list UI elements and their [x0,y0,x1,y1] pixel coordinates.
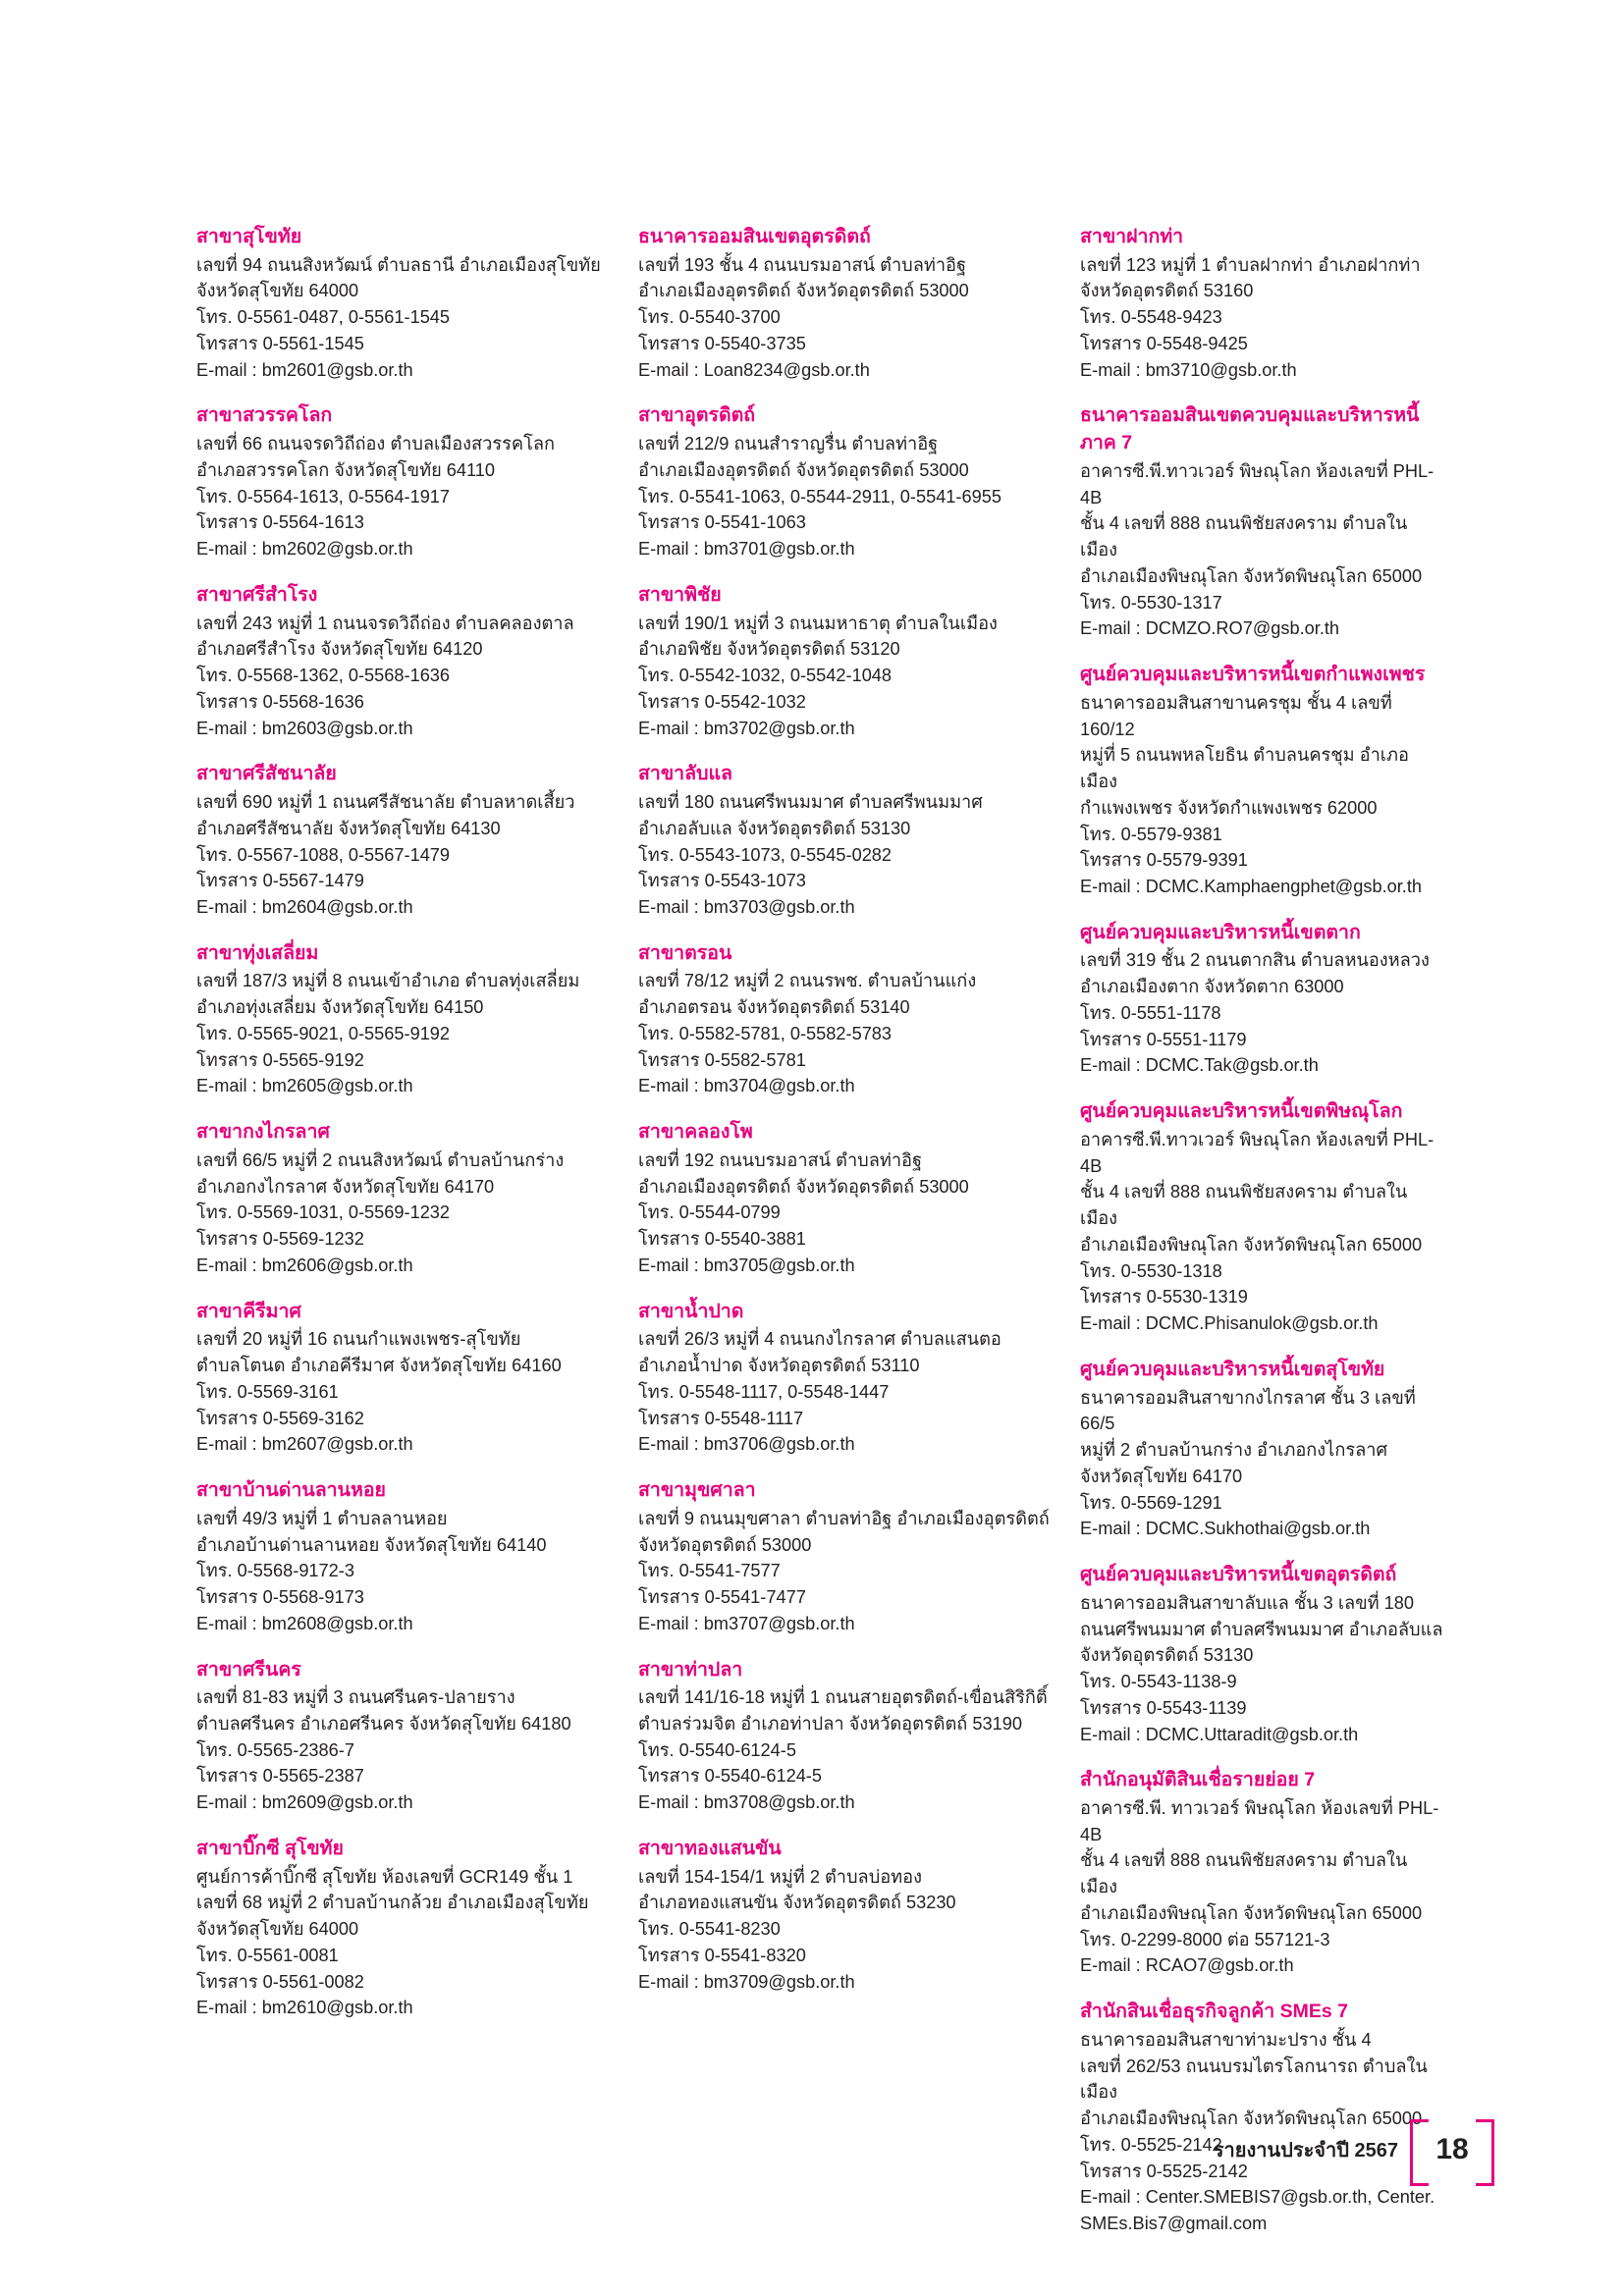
branch-entry [638,940,1080,1099]
branch-entry-line: เลขที่ 262/53 ถนนบรมไตรโลกนารถ ตำบลในเมือง [1080,2056,1428,2103]
branch-entry [638,582,1080,741]
branch-entry-line: เลขที่ 192 ถนนบรมอาสน์ ตำบลท่าอิฐ [638,1149,923,1170]
branch-entry-line: หมู่ที่ 2 ตำบลบ้านกร่าง อำเภอกงไกรลาศ [1080,1440,1388,1461]
branch-entry-line: โทรสาร 0-5551-1179 [1080,1029,1247,1049]
branch-entry-line: E-mail : RCAO7@gsb.or.th [1080,1955,1294,1976]
branch-entry-title: สาขาฝากท่า [1080,226,1184,247]
branch-entry-line: SMEs.Bis7@gmail.com [1080,2214,1268,2234]
branch-entry-line: โทร. 0-5540-3700 [638,307,781,328]
page-number-badge [1410,2119,1494,2180]
branch-entry-title: สาขาบิ๊กซี สุโขทัย [196,1837,344,1859]
branch-entry-title: สาขามุขศาลา [638,1479,756,1502]
branch-entry-line: อำเภอเมืองพิษณุโลก จังหวัดพิษณุโลก 65000 [1080,565,1423,586]
branch-entry-title: สำนักสินเชื่อธุรกิจลูกค้า SMEs 7 [1080,2001,1348,2023]
branch-entry-line: ศูนย์การค้าบิ๊กซี สุโขทัย ห้องเลขที่ GCR149 ชั้น 1 [196,1866,573,1887]
branch-entry-line: E-mail : bm3706@gsb.or.th [638,1434,855,1455]
branch-entry-line: อำเภอเมืองอุตรดิตถ์ จังหวัดอุตรดิตถ์ 53000 [638,1176,969,1197]
branch-entry-line: โทรสาร 0-5543-1073 [638,871,806,891]
branch-entry [1080,1098,1443,1337]
branch-entry-line: ตำบลร่วมจิต อำเภอท่าปลา จังหวัดอุตรดิตถ์ 53190 [638,1713,1022,1734]
branch-entry-line: ถนนศรีพนมมาศ ตำบลศรีพนมมาศ อำเภอลับแล [1080,1619,1443,1639]
branch-entry-line: เลขที่ 20 หมู่ที่ 16 ถนนกำแพงเพชร-สุโขทัย [196,1329,521,1350]
branch-entry-line: อำเภอพิชัย จังหวัดอุตรดิตถ์ 53120 [638,639,900,660]
branch-entry-line: กำแพงเพชร จังหวัดกำแพงเพชร 62000 [1080,797,1378,818]
branch-entry [1080,224,1443,383]
branch-entry-line: โทร. 0-5548-9423 [1080,307,1222,328]
branch-entry-line: E-mail : bm2607@gsb.or.th [196,1434,413,1455]
branch-entry-line: โทรสาร 0-5540-3881 [638,1229,806,1250]
branch-entry-line: โทรสาร 0-5530-1319 [1080,1287,1248,1308]
branch-entry-line: โทรสาร 0-5567-1479 [196,871,364,891]
branch-entry-line: อำเภอน้ำปาด จังหวัดอุตรดิตถ์ 53110 [638,1356,920,1376]
branch-entry-line: เลขที่ 66 ถนนจรดวิถีถ่อง ตำบลเมืองสวรรคโลก [196,434,555,454]
branch-entry [196,940,638,1099]
branch-entry-line: เลขที่ 180 ถนนศรีพนมมาศ ตำบลศรีพนมมาศ [638,792,983,812]
branch-entry-line: ชั้น 4 เลขที่ 888 ถนนพิชัยสงคราม ตำบลในเมือง [1080,1182,1408,1229]
branch-entry [1080,920,1443,1079]
branch-entry-title: สาขาศรีนคร [196,1658,301,1681]
branch-entry-line: เลขที่ 193 ชั้น 4 ถนนบรมอาสน์ ตำบลท่าอิฐ [638,254,967,275]
branch-entry-line: อำเภอทองแสนขัน จังหวัดอุตรดิตถ์ 53230 [638,1893,956,1913]
branch-entry-line: E-mail : bm3704@gsb.or.th [638,1076,855,1096]
branch-entry-line: E-mail : bm2609@gsb.or.th [196,1792,413,1813]
branch-entry [196,1477,638,1636]
branch-entry-line: เลขที่ 187/3 หมู่ที่ 8 ถนนเข้าอำเภอ ตำบลทุ่งเสลี่ยม [196,971,580,991]
branch-entry-line: โทร. 0-2299-8000 ต่อ 557121-3 [1080,1929,1330,1949]
branch-entry-line: E-mail : bm3703@gsb.or.th [638,897,855,917]
branch-entry [638,402,1080,561]
branch-entry [196,1119,638,1278]
branch-entry-line: อำเภอสวรรคโลก จังหวัดสุโขทัย 64110 [196,459,496,480]
branch-entry-line: อำเภอบ้านด่านลานหอย จังหวัดสุโขทัย 64140 [196,1534,547,1555]
branch-entry-line: E-mail : bm2604@gsb.or.th [196,897,413,917]
branch-entry-line: โทรสาร 0-5561-0082 [196,1971,364,1992]
branch-entry-line: โทร. 0-5569-1291 [1080,1492,1222,1513]
branch-entry-title: สาขาบ้านด่านลานหอย [196,1479,386,1502]
branch-entry-title: ศูนย์ควบคุมและบริหารหนี้เขตสุโขทัย [1080,1358,1385,1380]
branch-entry-line: เลขที่ 94 ถนนสิงหวัฒน์ ตำบลธานี อำเภอเมืองสุโขทัย [196,254,601,275]
branch-entry-line: E-mail : Loan8234@gsb.or.th [638,359,870,380]
branch-entry [638,224,1080,383]
branch-entry-line: โทร. 0-5525-2142 [1080,2134,1222,2155]
page-number: 18 [1435,2133,1469,2165]
branch-entry-line: โทร. 0-5542-1032, 0-5542-1048 [638,666,893,686]
branch-entry-line: หมู่ที่ 5 ถนนพหลโยธิน ตำบลนครชุม อำเภอเมือง [1080,745,1409,791]
branch-entry-line: เลขที่ 690 หมู่ที่ 1 ถนนศรีสัชนาลัย ตำบลหาดเสี้ยว [196,792,575,812]
branch-entry-line: โทรสาร 0-5543-1139 [1080,1697,1247,1718]
branch-entry [638,1836,1080,1995]
branch-entry [638,1477,1080,1636]
branch-entry-line: โทรสาร 0-5568-1636 [196,691,364,712]
branch-entry-line: โทรสาร 0-5561-1545 [196,333,364,353]
branch-entry-line: E-mail : Center.SMEBIS7@gsb.or.th, Center. [1080,2187,1435,2208]
branch-entry-title: ธนาคารออมสินเขตควบคุมและบริหารหนี้ ภาค 7 [1080,404,1420,454]
branch-entry-line: อำเภอเมืองพิษณุโลก จังหวัดพิษณุโลก 65000 [1080,2109,1423,2129]
branch-entry-line: โทรสาร 0-5569-1232 [196,1229,364,1250]
branch-entry [1080,1999,1443,2237]
branch-entry-line: โทรสาร 0-5540-6124-5 [638,1766,822,1787]
branch-entry-title: สาขาพิชัย [638,583,722,606]
branch-entry-line: E-mail : DCMC.Kamphaengphet@gsb.or.th [1080,877,1423,896]
branch-entry-line: E-mail : bm3701@gsb.or.th [638,539,855,560]
branch-entry-line: E-mail : bm3709@gsb.or.th [638,1971,855,1992]
branch-entry-line: โทร. 0-5565-9021, 0-5565-9192 [196,1023,451,1043]
branch-entry-line: E-mail : bm3705@gsb.or.th [638,1255,855,1275]
branch-entry [196,1299,638,1458]
branch-entry-line: โทร. 0-5568-9172-3 [196,1561,354,1581]
branch-entry-line: E-mail : bm2608@gsb.or.th [196,1613,413,1633]
branch-entry-line: จังหวัดอุตรดิตถ์ 53130 [1080,1645,1254,1666]
branch-entry-line: E-mail : DCMC.Phisanulok@gsb.or.th [1080,1313,1379,1334]
branch-entry-line: E-mail : bm2606@gsb.or.th [196,1255,413,1275]
branch-entry-line: โทรสาร 0-5569-3162 [196,1408,364,1428]
branch-entry-title: ศูนย์ควบคุมและบริหารหนี้เขตตาก [1080,921,1361,943]
branch-entry-line: E-mail : bm3710@gsb.or.th [1080,359,1297,380]
branch-entry-title: สาขาสุโขทัย [196,226,302,247]
branch-entry-line: โทรสาร 0-5541-1063 [638,512,806,533]
branch-entry-line: เลขที่ 78/12 หมู่ที่ 2 ถนนรพช. ตำบลบ้านแก่ง [638,971,977,991]
branch-entry-line: ธนาคารออมสินสาขานครชุม ชั้น 4 เลขที่ 160/12 [1080,692,1397,739]
branch-entry-title: ธนาคารออมสินเขตอุตรดิตถ์ [638,226,871,247]
branch-entry-line: จังหวัดอุตรดิตถ์ 53000 [638,1534,812,1555]
branch-entry-title: สาขาคีรีมาศ [196,1300,301,1322]
branch-entry-line: เลขที่ 123 หมู่ที่ 1 ตำบลฝากท่า อำเภอฝากท่า [1080,254,1421,275]
branch-entry-line: E-mail : bm2605@gsb.or.th [196,1076,413,1096]
branch-entry [1080,1357,1443,1542]
branch-entry-line: โทรสาร 0-5540-3735 [638,333,806,353]
branch-entry-title: สาขากงไกรลาศ [196,1121,330,1144]
branch-entry-title: สาขาอุตรดิตถ์ [638,404,756,427]
branch-entry-line: โทร. 0-5548-1117, 0-5548-1447 [638,1381,890,1402]
column-1 [196,224,638,2257]
branch-entry-line: โทรสาร 0-5565-9192 [196,1049,364,1070]
branch-entry-line: โทร. 0-5579-9381 [1080,824,1222,844]
branch-entry-line: E-mail : DCMC.Tak@gsb.or.th [1080,1055,1319,1076]
branch-entry-line: โทร. 0-5569-3161 [196,1381,339,1402]
branch-entry-line: อาคารซี.พี.ทาวเวอร์ พิษณุโลก ห้องเลขที่ PHL-4B [1080,1129,1435,1176]
branch-entry-title: สำนักอนุมัติสินเชื่อรายย่อย 7 [1080,1769,1316,1791]
branch-entry-line: อำเภอศรีสำโรง จังหวัดสุโขทัย 64120 [196,639,483,660]
footer-report-label: รายงานประจำปี 2567 [1213,2140,1398,2162]
branch-entry-line: โทร. 0-5544-0799 [638,1202,781,1223]
branch-entry-line: โทรสาร 0-5565-2387 [196,1766,364,1787]
branch-entry-line: เลขที่ 9 ถนนมุขศาลา ตำบลท่าอิฐ อำเภอเมืองอุตรดิตถ์ [638,1508,1050,1528]
branch-entry [196,1657,638,1816]
branch-entry-line: ตำบลศรีนคร อำเภอศรีนคร จังหวัดสุโขทัย 64180 [196,1713,571,1734]
branch-entry-title: ศูนย์ควบคุมและบริหารหนี้เขตกำแพงเพชร [1080,664,1426,686]
branch-entry [1080,402,1443,642]
branch-entry [196,402,638,561]
branch-entry-line: โทรสาร 0-5568-9173 [196,1587,364,1607]
branch-entry-line: โทร. 0-5551-1178 [1080,1002,1221,1023]
branch-entry-line: E-mail : bm2603@gsb.or.th [196,718,413,738]
branch-entry-title: สาขาศรีสำโรง [196,583,318,606]
bracket-left-decoration [1410,2119,1429,2186]
branch-entry-line: โทร. 0-5567-1088, 0-5567-1479 [196,844,451,865]
branch-entry-line: โทรสาร 0-5582-5781 [638,1049,806,1070]
branch-entry-line: เลขที่ 81-83 หมู่ที่ 3 ถนนศรีนคร-ปลายราง [196,1687,515,1708]
branch-entry-line: E-mail : DCMZO.RO7@gsb.or.th [1080,618,1340,639]
branch-entry-line: ธนาคารออมสินสาขาลับแล ชั้น 3 เลขที่ 180 [1080,1592,1415,1613]
branch-entry-title: ศูนย์ควบคุมและบริหารหนี้เขตอุตรดิตถ์ [1080,1564,1397,1586]
branch-entry-line: E-mail : bm3707@gsb.or.th [638,1613,855,1633]
branch-entry-title: สาขาศรีสัชนาลัย [196,763,337,785]
branch-entry-line: อำเภอกงไกรลาศ จังหวัดสุโขทัย 64170 [196,1176,495,1197]
branch-entry-line: จังหวัดสุโขทัย 64000 [196,1919,359,1940]
branch-entry-line: โทรสาร 0-5542-1032 [638,691,806,712]
branch-entry-line: โทร. 0-5568-1362, 0-5568-1636 [196,666,451,686]
branch-entry-title: สาขาสวรรคโลก [196,404,333,427]
branch-entry-line: E-mail : DCMC.Uttaradit@gsb.or.th [1080,1724,1359,1744]
branch-entry-line: เลขที่ 190/1 หมู่ที่ 3 ถนนมหาธาตุ ตำบลในเมือง [638,613,998,633]
branch-entry-line: เลขที่ 212/9 ถนนสำราญรื่น ตำบลท่าอิฐ [638,434,939,454]
branch-entry-title: สาขาทุ่งเสลี่ยม [196,941,319,964]
column-3 [1080,224,1443,2257]
branch-entry-line: เลขที่ 141/16-18 หมู่ที่ 1 ถนนสายอุตรดิตถ์-เขื่อนสิริกิติ์ [638,1687,1048,1708]
branch-entry-line: โทร. 0-5564-1613, 0-5564-1917 [196,486,451,507]
branch-entry-line: โทร. 0-5530-1318 [1080,1260,1222,1281]
branch-entry-line: อำเภอเมืองพิษณุโลก จังหวัดพิษณุโลก 65000 [1080,1234,1423,1255]
branch-entry-title: ศูนย์ควบคุมและบริหารหนี้เขตพิษณุโลก [1080,1100,1403,1123]
branch-entry-line: โทร. 0-5561-0487, 0-5561-1545 [196,307,451,328]
branch-entry-line: โทรสาร 0-5525-2142 [1080,2161,1248,2181]
branch-entry-line: โทร. 0-5530-1317 [1080,592,1222,613]
page-footer [1214,2119,1494,2180]
branch-entry [638,761,1080,920]
branch-entry-line: ธนาคารออมสินสาขากงไกรลาศ ชั้น 3 เลขที่ 66/5 [1080,1387,1421,1434]
branch-entry-line: อำเภอศรีสัชนาลัย จังหวัดสุโขทัย 64130 [196,818,501,838]
branch-entry-title: สาขาลับแล [638,763,732,785]
branch-entry-line: โทร. 0-5543-1138-9 [1080,1672,1237,1691]
branch-entry-line: อำเภอเมืองอุตรดิตถ์ จังหวัดอุตรดิตถ์ 53000 [638,281,969,301]
branch-entry [196,224,638,383]
branch-entry [1080,662,1443,900]
branch-entry-line: E-mail : bm2601@gsb.or.th [196,359,413,380]
branch-entry-line: โทร. 0-5541-1063, 0-5544-2911, 0-5541-6955 [638,486,1001,507]
branch-entry-line: อำเภอเมืองตาก จังหวัดตาก 63000 [1080,977,1344,997]
column-2 [638,224,1080,2257]
branch-entry-line: เลขที่ 154-154/1 หมู่ที่ 2 ตำบลบ่อทอง [638,1866,922,1887]
branch-entry-line: จังหวัดสุโขทัย 64170 [1080,1466,1243,1486]
branch-entry [196,1836,638,2021]
branch-entry [196,761,638,920]
branch-entry-line: อำเภอทุ่งเสลี่ยม จังหวัดสุโขทัย 64150 [196,997,484,1018]
branch-entry-line: อาคารซี.พี. ทาวเวอร์ พิษณุโลก ห้องเลขที่ PHL-4B [1080,1797,1439,1844]
branch-entry-line: โทรสาร 0-5541-8320 [638,1945,806,1965]
branch-entry-line: โทร. 0-5540-6124-5 [638,1739,796,1760]
branch-entry-line: E-mail : bm2610@gsb.or.th [196,1998,413,2018]
branch-entry-title: สาขาคลองโพ [638,1121,753,1144]
branch-entry-title: สาขาตรอน [638,941,732,964]
branch-entry-line: E-mail : bm2602@gsb.or.th [196,539,413,560]
branch-entry-line: เลขที่ 319 ชั้น 2 ถนนตากสิน ตำบลหนองหลวง [1080,950,1430,971]
branch-entry-line: จังหวัดอุตรดิตถ์ 53160 [1080,281,1254,301]
branch-entry-line: โทรสาร 0-5548-9425 [1080,333,1248,353]
branch-entry-line: โทร. 0-5541-8230 [638,1919,781,1940]
branch-entry-line: เลขที่ 68 หมู่ที่ 2 ตำบลบ้านกล้วย อำเภอเมืองสุโขทัย [196,1893,589,1913]
branch-entry-line: เลขที่ 243 หมู่ที่ 1 ถนนจรดวิถีถ่อง ตำบลคลองตาล [196,613,574,633]
branch-entry-line: โทร. 0-5541-7577 [638,1561,781,1581]
branch-entry-line: E-mail : DCMC.Sukhothai@gsb.or.th [1080,1519,1371,1539]
branch-entry-line: อำเภอเมืองอุตรดิตถ์ จังหวัดอุตรดิตถ์ 53000 [638,459,969,480]
branch-entry [638,1299,1080,1458]
branch-entry [196,582,638,741]
branch-entry-line: โทร. 0-5561-0081 [196,1945,339,1965]
bracket-right-decoration [1476,2119,1494,2186]
branch-entry-title: สาขาทองแสนขัน [638,1837,782,1859]
branch-entry-line: โทรสาร 0-5564-1613 [196,512,364,533]
branch-entry-line: โทร. 0-5543-1073, 0-5545-0282 [638,844,893,865]
branch-entry-line: ชั้น 4 เลขที่ 888 ถนนพิชัยสงคราม ตำบลในเมือง [1080,513,1408,561]
branch-entry-title: สาขาท่าปลา [638,1658,743,1681]
branch-entry-line: โทร. 0-5565-2386-7 [196,1739,354,1760]
branch-entry-line: อาคารซี.พี.ทาวเวอร์ พิษณุโลก ห้องเลขที่ PHL-4B [1080,460,1435,507]
branch-entry-line: ตำบลโตนด อำเภอคีรีมาศ จังหวัดสุโขทัย 64160 [196,1356,562,1376]
branch-entry [638,1119,1080,1278]
branch-entry-line: E-mail : bm3702@gsb.or.th [638,718,855,738]
branch-entry-line: โทร. 0-5569-1031, 0-5569-1232 [196,1202,451,1223]
branch-entry-line: เลขที่ 26/3 หมู่ที่ 4 ถนนกงไกรลาศ ตำบลแสนตอ [638,1329,1001,1350]
branch-entry-line: ชั้น 4 เลขที่ 888 ถนนพิชัยสงคราม ตำบลในเมือง [1080,1850,1408,1897]
branch-entry-line: จังหวัดสุโขทัย 64000 [196,281,359,301]
branch-entry-line: ธนาคารออมสินสาขาท่ามะปราง ชั้น 4 [1080,2029,1372,2050]
branch-entry-line: อำเภอลับแล จังหวัดอุตรดิตถ์ 53130 [638,818,911,838]
branch-entry-line: เลขที่ 49/3 หมู่ที่ 1 ตำบลลานหอย [196,1508,448,1528]
branch-entry-line: เลขที่ 66/5 หมู่ที่ 2 ถนนสิงหวัฒน์ ตำบลบ้านกร่าง [196,1149,565,1170]
branch-entry-title: สาขาน้ำปาด [638,1300,744,1322]
branch-entry-line: E-mail : bm3708@gsb.or.th [638,1792,855,1813]
branch-entry [638,1657,1080,1816]
branch-entry-line: อำเภอเมืองพิษณุโลก จังหวัดพิษณุโลก 65000 [1080,1902,1423,1923]
branch-entry [1080,1562,1443,1747]
branch-entry-line: โทรสาร 0-5579-9391 [1080,850,1248,871]
branch-entry-line: โทรสาร 0-5541-7477 [638,1587,806,1607]
branch-entry-line: อำเภอตรอน จังหวัดอุตรดิตถ์ 53140 [638,997,910,1018]
branch-directory-columns [196,224,1443,2257]
branch-entry-line: โทรสาร 0-5548-1117 [638,1408,804,1428]
branch-entry [1080,1767,1443,1979]
branch-entry-line: โทร. 0-5582-5781, 0-5582-5783 [638,1023,893,1043]
